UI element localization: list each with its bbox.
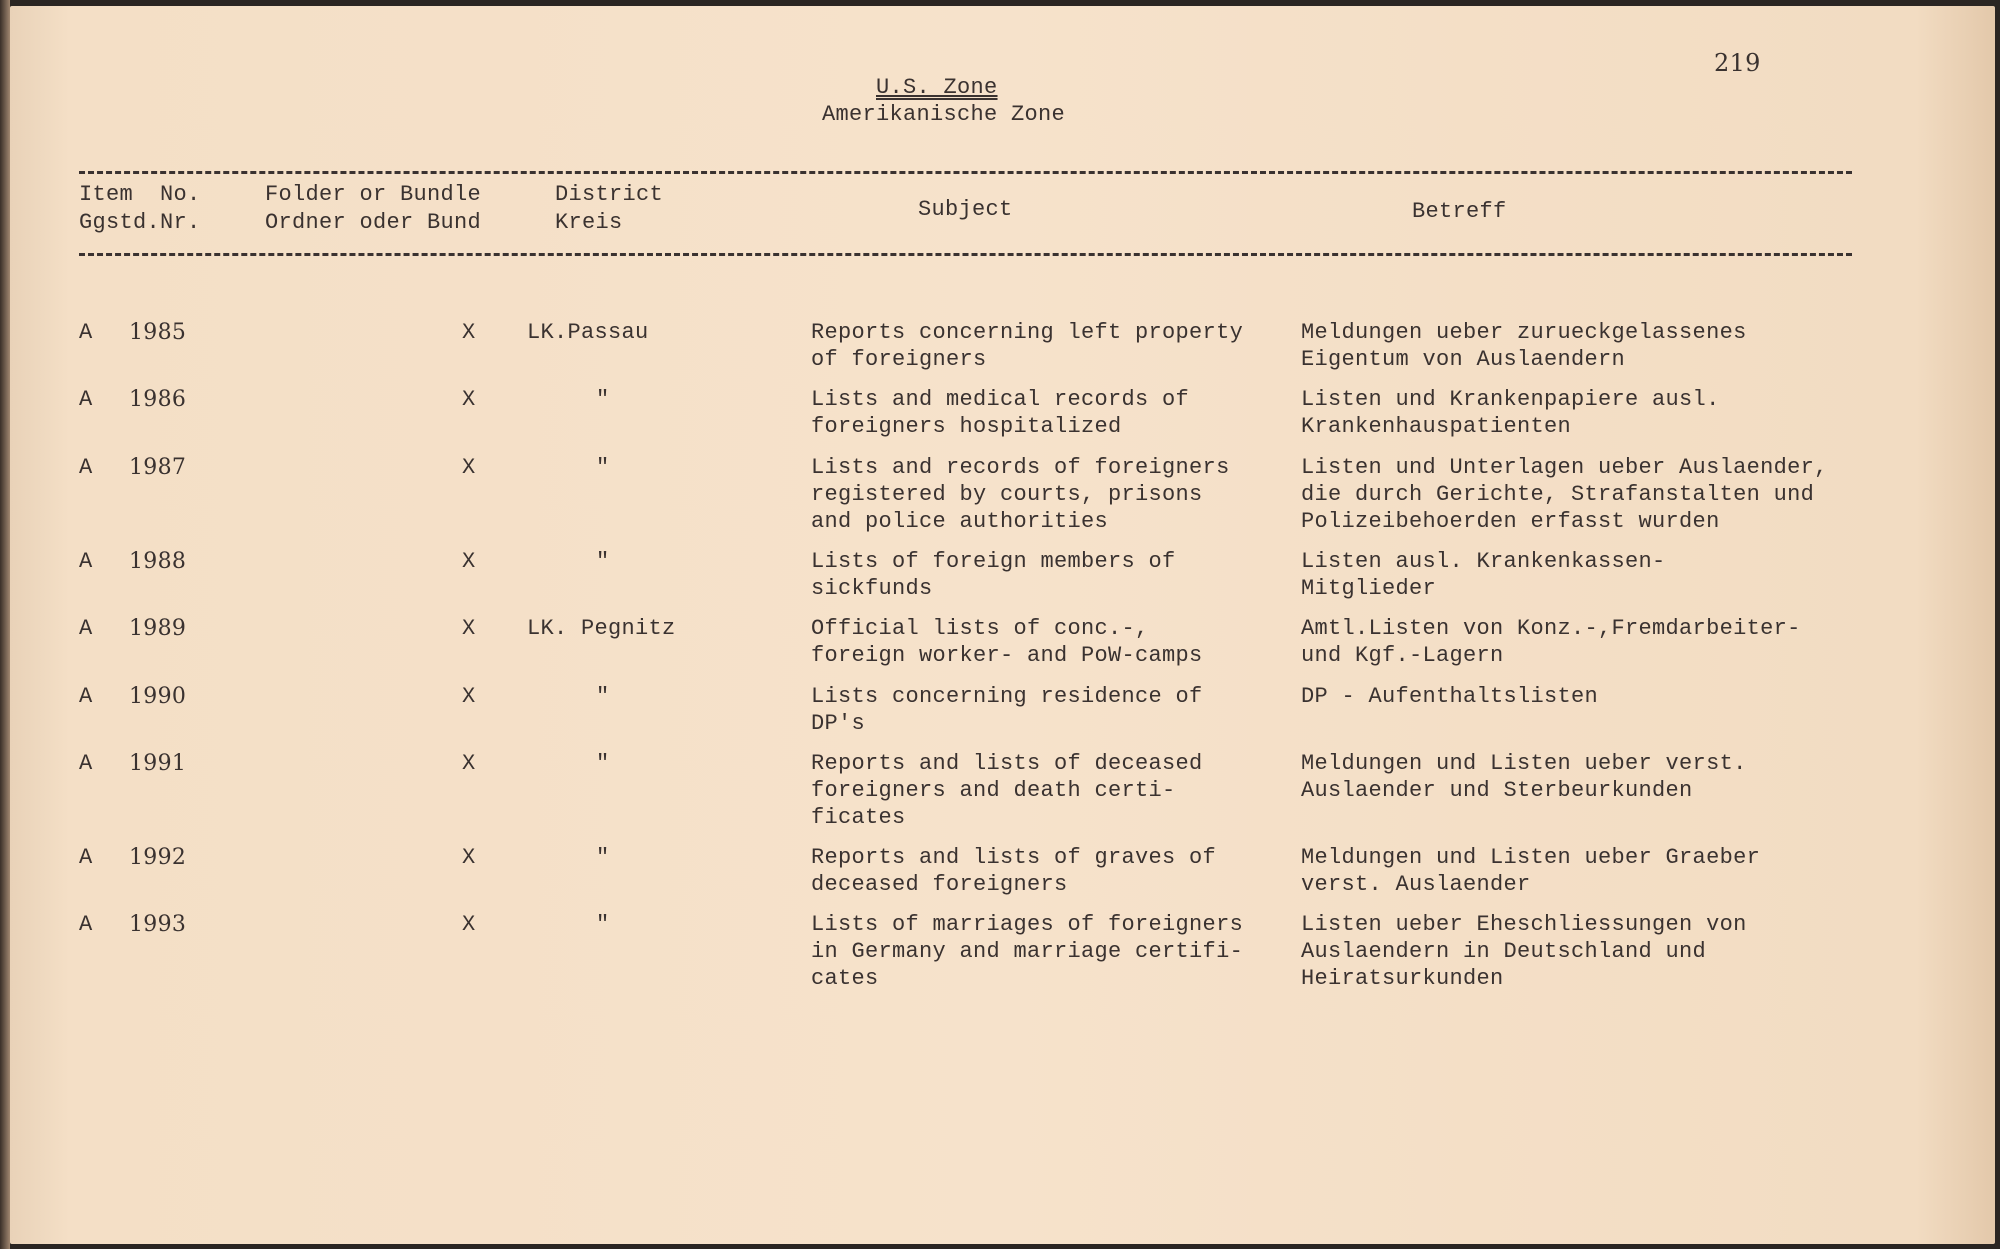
cell-betreff: Meldungen und Listen ueber Graeber verst. Auslaender bbox=[1301, 845, 1761, 897]
header-betreff: Betreff bbox=[1412, 199, 1507, 224]
cell-subject: Lists and medical records of foreigners hospitalized bbox=[811, 387, 1190, 439]
cell-number: 1985 bbox=[129, 320, 187, 345]
cell-subject: Reports and lists of deceased foreigners and death certi- ficates bbox=[811, 751, 1203, 830]
cell-series: A bbox=[79, 320, 93, 345]
cell-district: " bbox=[596, 387, 610, 412]
header-item-de: Ggstd.Nr. bbox=[79, 210, 201, 235]
cell-series: A bbox=[79, 549, 93, 574]
header-district-de: Kreis bbox=[555, 210, 623, 235]
cell-subject: Official lists of conc.-, foreign worker- and PoW-camps bbox=[811, 616, 1203, 668]
cell-series: A bbox=[79, 387, 93, 412]
cell-series: A bbox=[79, 912, 93, 937]
cell-mark: X bbox=[462, 616, 476, 641]
cell-mark: X bbox=[462, 387, 476, 412]
cell-subject: Lists of marriages of foreigners in Germany and marriage certifi- cates bbox=[811, 912, 1244, 991]
cell-number: 1987 bbox=[129, 455, 187, 480]
cell-mark: X bbox=[462, 455, 476, 480]
cell-mark: X bbox=[462, 912, 476, 937]
cell-number: 1991 bbox=[129, 751, 187, 776]
page-subtitle: Amerikanische Zone bbox=[822, 102, 1066, 127]
cell-mark: X bbox=[462, 751, 476, 776]
cell-betreff: DP - Aufenthaltslisten bbox=[1301, 684, 1599, 709]
cell-number: 1988 bbox=[129, 549, 187, 574]
page-title: U.S. Zone bbox=[876, 75, 998, 100]
cell-district: LK.Passau bbox=[527, 320, 649, 345]
cell-number: 1989 bbox=[129, 616, 187, 641]
header-divider-bottom bbox=[79, 253, 1852, 256]
cell-number: 1990 bbox=[129, 684, 187, 709]
cell-betreff: Listen und Unterlagen ueber Auslaender, die durch Gerichte, Strafanstalten und Polizeibehoerden erfasst wurden bbox=[1301, 455, 1828, 534]
cell-district: " bbox=[596, 684, 610, 709]
cell-district: " bbox=[596, 455, 610, 480]
cell-number: 1986 bbox=[129, 387, 187, 412]
cell-series: A bbox=[79, 751, 93, 776]
cell-series: A bbox=[79, 455, 93, 480]
header-subject: Subject bbox=[918, 197, 1013, 222]
cell-district: " bbox=[596, 912, 610, 937]
cell-mark: X bbox=[462, 320, 476, 345]
cell-betreff: Meldungen ueber zurueckgelassenes Eigentum von Auslaendern bbox=[1301, 320, 1747, 372]
cell-subject: Reports concerning left property of foreigners bbox=[811, 320, 1244, 372]
cell-district: " bbox=[596, 549, 610, 574]
header-folder-en: Folder or Bundle bbox=[265, 182, 482, 207]
cell-betreff: Listen ueber Eheschliessungen von Auslaendern in Deutschland und Heiratsurkunden bbox=[1301, 912, 1747, 991]
cell-betreff: Listen ausl. Krankenkassen- Mitglieder bbox=[1301, 549, 1666, 601]
cell-series: A bbox=[79, 616, 93, 641]
cell-district: LK. Pegnitz bbox=[527, 616, 676, 641]
cell-number: 1993 bbox=[129, 912, 187, 937]
cell-subject: Reports and lists of graves of deceased foreigners bbox=[811, 845, 1217, 897]
cell-betreff: Amtl.Listen von Konz.-,Fremdarbeiter- und Kgf.-Lagern bbox=[1301, 616, 1801, 668]
header-district-en: District bbox=[555, 182, 664, 207]
cell-number: 1992 bbox=[129, 845, 187, 870]
cell-betreff: Listen und Krankenpapiere ausl. Krankenhauspatienten bbox=[1301, 387, 1720, 439]
cell-subject: Lists and records of foreigners registered by courts, prisons and police authorities bbox=[811, 455, 1230, 534]
cell-series: A bbox=[79, 845, 93, 870]
cell-series: A bbox=[79, 684, 93, 709]
cell-subject: Lists of foreign members of sickfunds bbox=[811, 549, 1176, 601]
page-number: 219 bbox=[1714, 49, 1761, 77]
cell-district: " bbox=[596, 845, 610, 870]
cell-mark: X bbox=[462, 684, 476, 709]
header-folder-de: Ordner oder Bund bbox=[265, 210, 482, 235]
binding-edge bbox=[0, 0, 10, 1249]
cell-subject: Lists concerning residence of DP's bbox=[811, 684, 1203, 736]
cell-district: " bbox=[596, 751, 610, 776]
header-item-en: Item No. bbox=[79, 182, 201, 207]
header-divider-top bbox=[79, 171, 1852, 174]
cell-mark: X bbox=[462, 845, 476, 870]
cell-betreff: Meldungen und Listen ueber verst. Auslaender und Sterbeurkunden bbox=[1301, 751, 1747, 803]
cell-mark: X bbox=[462, 549, 476, 574]
